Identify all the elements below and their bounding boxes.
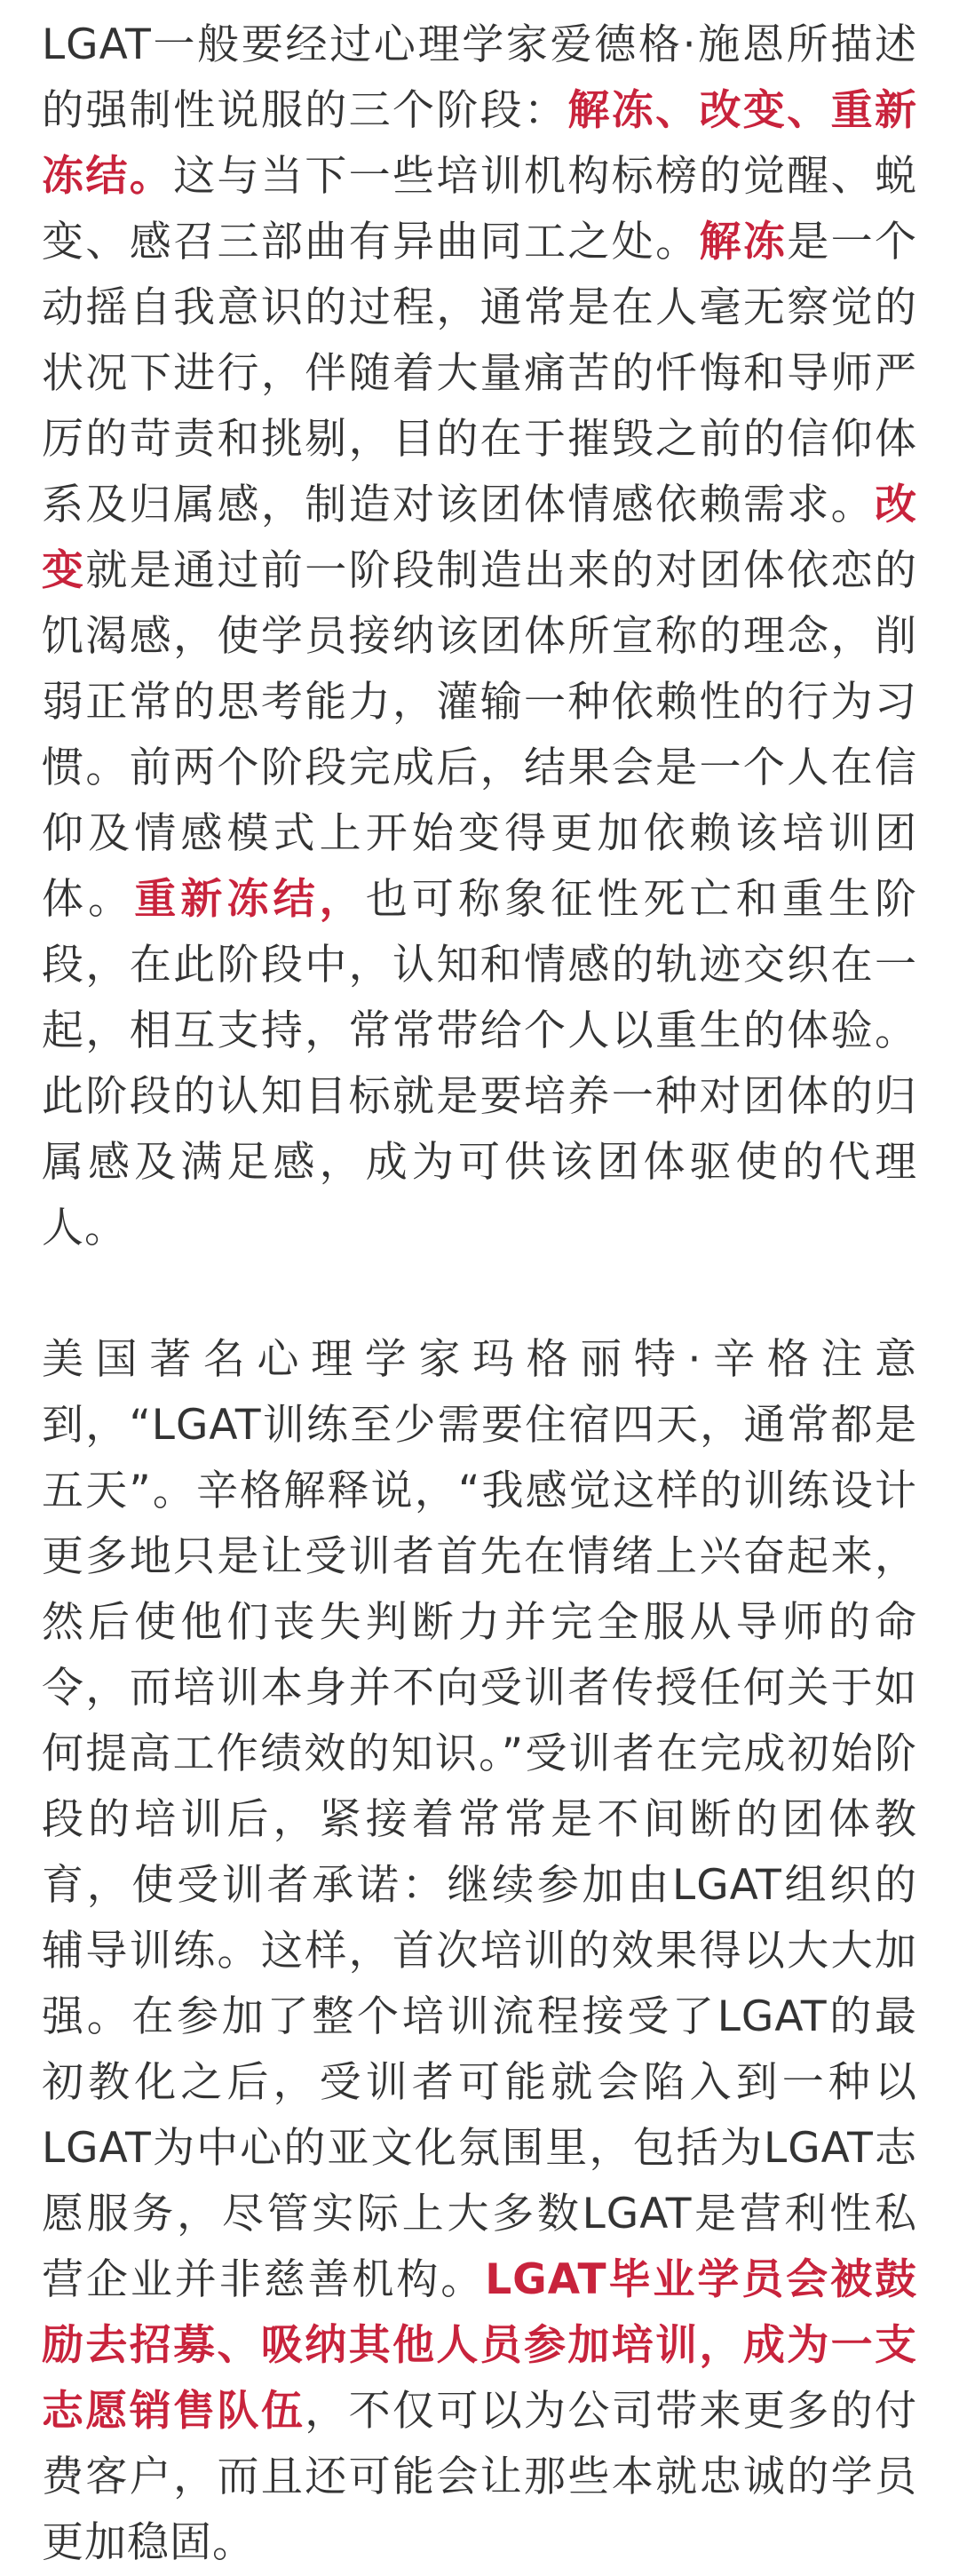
highlighted-phrase: 改变 bbox=[42, 481, 917, 595]
highlighted-phrase: 重新冻结， bbox=[134, 875, 366, 924]
highlighted-phrase: 解冻、改变、重新冻结。 bbox=[42, 86, 918, 201]
text-segment: 美国著名心理学家玛格丽特·辛格注意到，“LGAT训练至少需要住宿四天，通常都是五天”。辛格解释说，“我感觉这样的训练设计更多地只是让受训者首先在情绪上兴奋起来，然后使他们丧失判断力并完全服从导师的命令，而培训本身并不向受训者传授任何关于如何提高工作绩效的知识。”受训者在完成初始阶段的培训后，紧接着常常是不间断的团体教育，使受训者承诺：继续参加由LGAT组织的辅导训练。这样，首次培训的效果得以大大加强。在参加了整个培训流程接受了LGAT的最初教化之后，受训者可能就会陷入到一种以LGAT为中心的亚文化氛围里，包括为LGAT志愿服务，尽管实际上大多数LGAT是营利性私营企业并非慈善机构。 bbox=[42, 1335, 917, 2304]
highlighted-phrase: LGAT毕业学员会被鼓励去招募、吸纳其他人员参加培训，成为一支志愿销售队伍 bbox=[42, 2255, 918, 2436]
text-segment: ，不仅可以为公司带来更多的付费客户，而且还可能会让那些本就忠诚的学员更加稳固。 bbox=[42, 2387, 918, 2567]
text-segment: 也可称象征性死亡和重生阶段，在此阶段中，认知和情感的轨迹交织在一起，相互支持，常常带给个人以重生的体验。此阶段的认知目标就是要培养一种对团体的归属感及满足感，成为可供该团体驱使的代理人。 bbox=[42, 875, 918, 1252]
text-segment: 是一个动摇自我意识的过程，通常是在人毫无察觉的状况下进行，伴随着大量痛苦的忏悔和导师严厉的苛责和挑剔，目的在于摧毁之前的信仰体系及归属感，制造对该团体情感依赖需求。 bbox=[42, 218, 918, 529]
paragraph-2 bbox=[42, 1327, 917, 2576]
highlighted-phrase: 解冻 bbox=[699, 218, 788, 266]
text-segment: 这与当下一些培训机构标榜的觉醒、蜕变、感召三部曲有异曲同工之处。 bbox=[42, 152, 918, 266]
text-segment: 就是通过前一阶段制造出来的对团体依恋的饥渴感，使学员接纳该团体所宣称的理念，削弱正常的思考能力，灌输一种依赖性的行为习惯。前两个阶段完成后，结果会是一个人在信仰及情感模式上开始变得更加依赖该培训团体。 bbox=[42, 546, 918, 924]
paragraph-1 bbox=[42, 12, 917, 1261]
text-segment: LGAT一般要经过心理学家爱德格·施恩所描述的强制性说服的三个阶段： bbox=[42, 20, 917, 135]
